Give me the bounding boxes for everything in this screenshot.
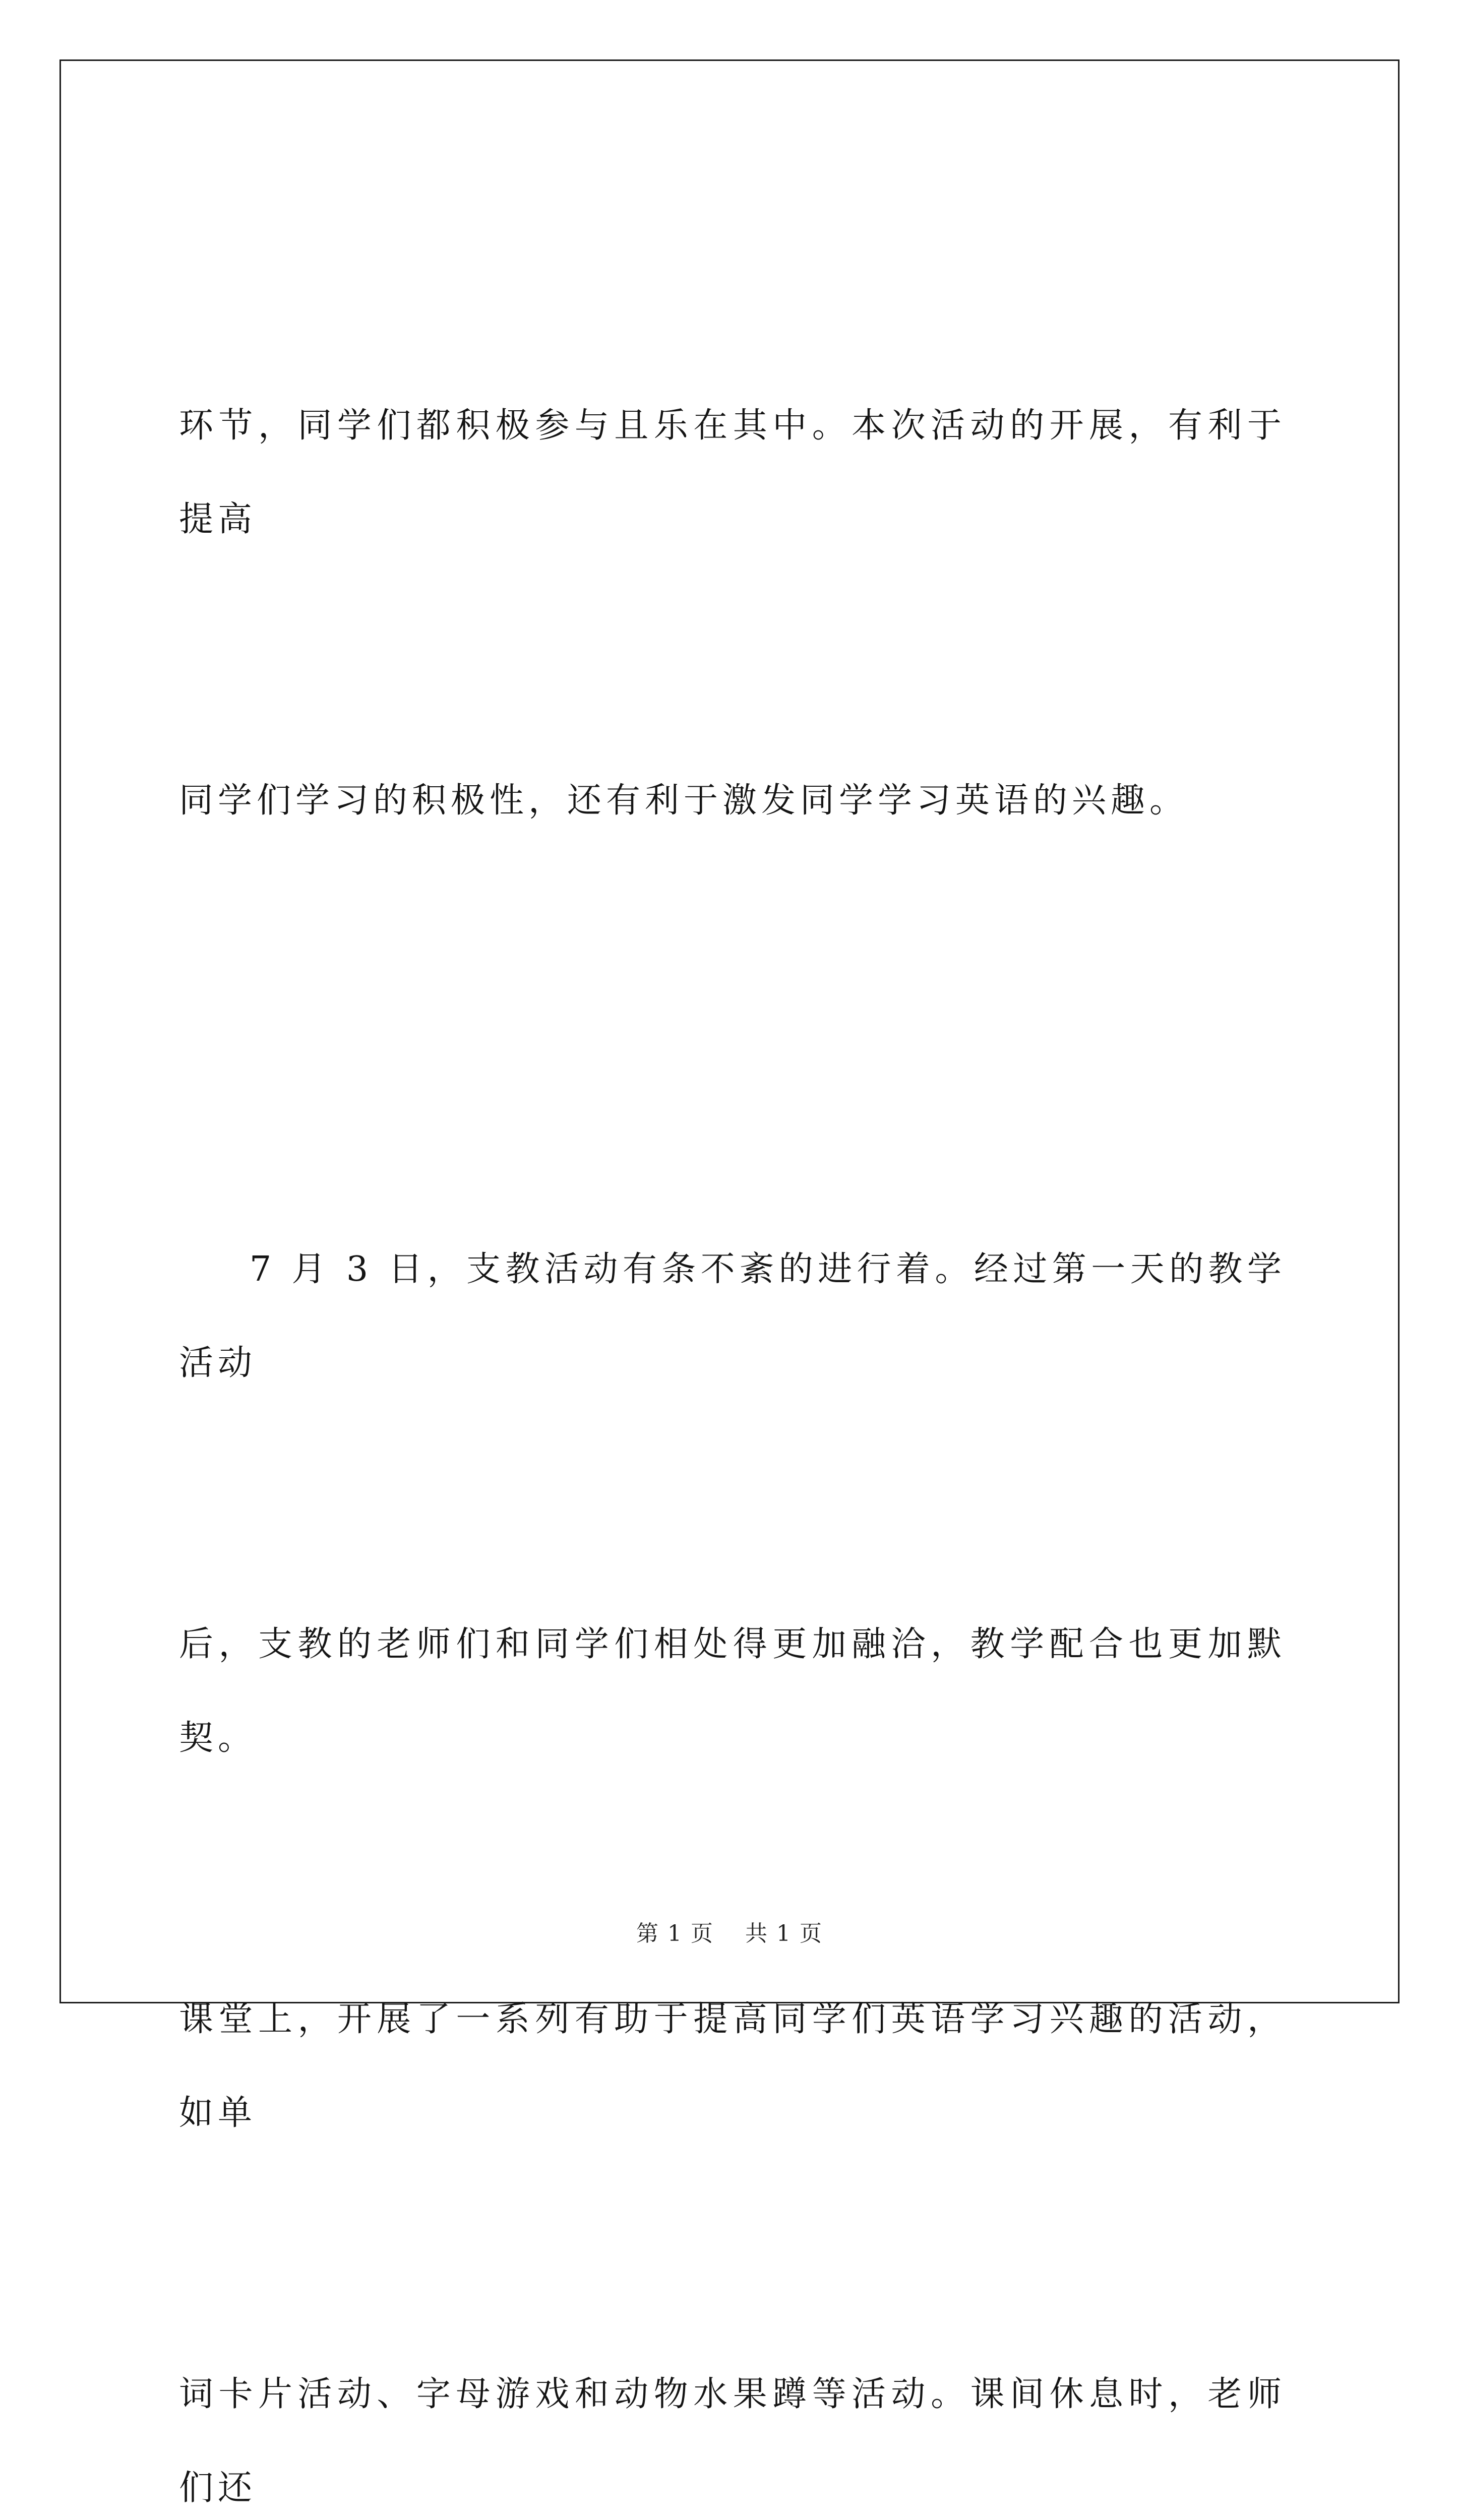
text-line: 环节，同学们都积极参与且乐在其中。本次活动的开展，有利于提高 xyxy=(179,406,1286,539)
paragraph-2 xyxy=(179,1035,1286,2520)
text-line: 7 月 3 日，支教活动有条不紊的进行着。经过第一天的教学活动 xyxy=(179,1249,1286,1383)
paragraph-1 xyxy=(179,192,1286,1035)
text-line: 同学们学习的积极性，还有利于激发同学学习英语的兴趣。 xyxy=(179,781,1189,821)
document-body xyxy=(179,192,1286,2520)
text-line: 词卡片活动、字母游戏和动物水果蹲等活动。课间休息时，老师们还 xyxy=(179,2374,1286,2508)
text-line: 课堂上，开展了一系列有助于提高同学们英语学习兴趣的活动，如单 xyxy=(179,1999,1286,2133)
page-footer: 第 1 页 共 1 页 xyxy=(636,1921,823,1946)
text-line: 后，支教的老师们和同学们相处得更加融洽，教学配合也更加默契。 xyxy=(179,1624,1286,1758)
